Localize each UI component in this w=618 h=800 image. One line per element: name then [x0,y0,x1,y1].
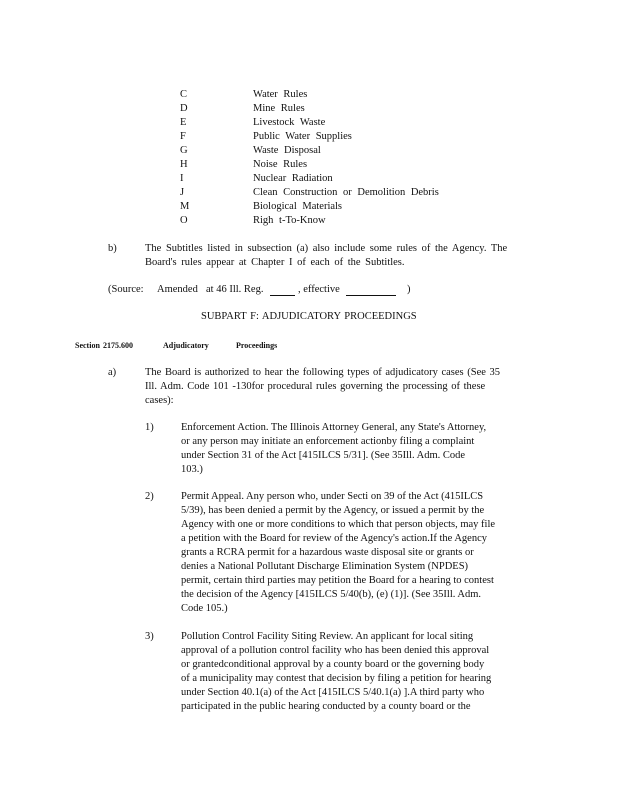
subtitle-letter: G [180,145,188,156]
subtitle-name: Biological Materials [253,201,343,212]
item-line: or grantedconditional approval by a county board or the governing body [181,659,485,670]
item-line: or any person may initiate an enforcement actionby filing a complaint [181,436,475,447]
item-line: grants a RCRA permit for a hazardous waste disposal site or grants or [181,547,474,558]
subtitle-name: Public Water Supplies [253,131,352,142]
subtitle-letter: E [180,117,187,128]
source-close: ) [407,284,411,295]
subtitle-letter: I [180,173,184,184]
subtitle-letter: D [180,103,188,114]
subtitle-letter: M [180,201,190,212]
subtitle-letter: J [180,187,185,198]
source-amended: Amended [157,284,198,295]
subtitle-name: Righ t-To-Know [253,215,326,226]
para-a-line: The Board is authorized to hear the following types of adjudicatory cases (See 35 [145,367,501,378]
item-line: participated in the public hearing conducted by a county board or the [181,701,471,712]
item-label: 2) [145,491,154,502]
section-label: Section [75,341,100,350]
subtitle-name: Noise Rules [253,159,308,170]
subtitle-letter: F [180,131,186,142]
item-label: 1) [145,422,154,433]
source-reg: at 46 Ill. Reg. [206,284,264,295]
subtitle-name: Mine Rules [253,103,305,114]
item-line: Pollution Control Facility Siting Review. An applicant for local siting [181,631,474,642]
effective-date-blank [346,285,396,296]
item-line: Enforcement Action. The Illinois Attorney General, any State's Attorney, [181,422,487,433]
subtitle-letter: H [180,159,188,170]
para-b-label: b) [108,243,117,254]
subtitle-letter: O [180,215,188,226]
item-line: under Section 31 of the Act [415ILCS 5/31]. (See 35Ill. Adm. Code [181,450,466,461]
item-line: Agency with one or more conditions to which that person objects, may file [181,519,496,530]
subtitle-name: Water Rules [253,89,308,100]
item-line: Permit Appeal. Any person who, under Secti on 39 of the Act (415ILCS [181,491,484,502]
section-title: Adjudicatory [163,341,209,350]
para-a-line: Ill. Adm. Code 101 -130for procedural rules governing the processing of these [145,381,486,392]
subtitle-letter: C [180,89,188,100]
item-line: permit, certain third parties may petition the Board for a hearing to contest [181,575,494,586]
item-line: Code 105.) [181,603,228,614]
section-title: Proceedings [236,341,278,350]
para-a-label: a) [108,367,117,378]
item-line: the decision of the Agency [415ILCS 5/40(b), (e) (1)]. (See 35Ill. Adm. [181,589,482,600]
para-b-line: Board's rules appear at Chapter I of each of the Subtitles. [145,257,405,268]
item-line: approval of a pollution control facility who has been denied this approval [181,645,490,656]
item-line: under Section 40.1(a) of the Act [415ILCS 5/40.1(a) ].A third party who [181,687,485,698]
subtitle-name: Clean Construction or Demolition Debris [253,187,439,198]
subpart-heading: SUBPART F: ADJUDICATORY PROCEEDINGS [201,311,417,322]
register-volume-blank [270,285,295,296]
source-effective: , effective [298,284,340,295]
item-line: 103.) [181,464,203,475]
item-line: of a municipality may contest that decision by filing a petition for hearing [181,673,492,684]
item-line: denies a National Pollutant Discharge Elimination System (NPDES) [181,561,469,572]
item-line: a petition with the Board for review of the Agency's action.If the Agency [181,533,488,544]
subtitle-name: Waste Disposal [253,145,321,156]
section-number: 2175.600 [103,341,133,350]
para-b-line: The Subtitles listed in subsection (a) also include some rules of the Agency. The [145,243,508,254]
para-a-line: cases): [145,395,174,406]
item-line: 5/39), has been denied a permit by the Agency, or issued a permit by the [181,505,485,516]
source-prefix: (Source: [108,284,144,295]
subtitle-name: Livestock Waste [253,117,326,128]
item-label: 3) [145,631,154,642]
subtitle-name: Nuclear Radiation [253,173,333,184]
